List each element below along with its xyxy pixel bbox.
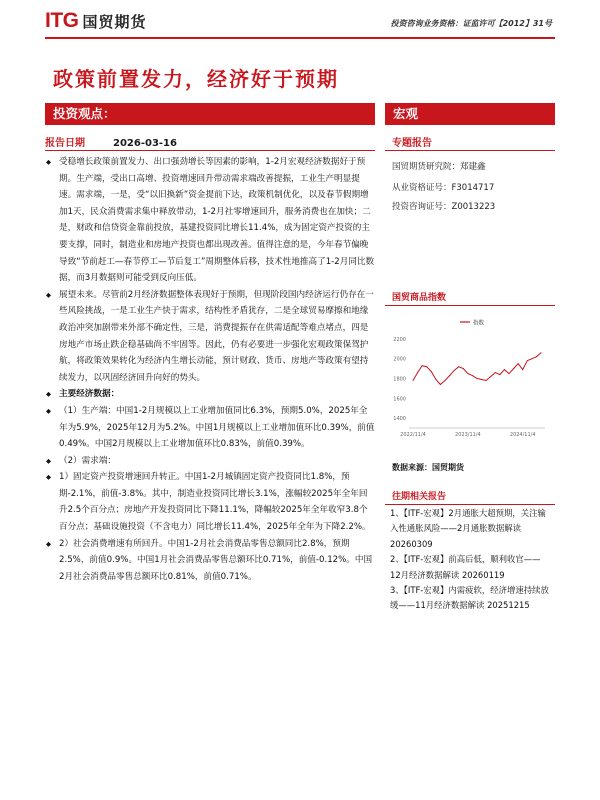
paragraph-consumption: ◆ 2）社会消费增速有所回升。中国1-2月社会消费品零售总额同比2.8%，预期2.5%，前值0.9%。中国1月社会消费品零售总额环比0.71%，前值-0.12%。中国2月社会消费品零售总额环比0.81%，前值0.71%。 (45, 536, 375, 586)
data-point (449, 375, 450, 376)
related-report-item[interactable]: 1、【ITF-宏观】2月通胀大超预期，关注输入性通胀风险——2月通胀数据解读 20260309 (390, 508, 546, 549)
paragraph-demand-heading: ◆ （2）需求端： (45, 453, 375, 470)
qualification-cert: 从业资格证号：F3014717 (392, 183, 495, 193)
data-point (531, 358, 532, 359)
data-point (499, 374, 500, 375)
y-tick-label: 1600 (393, 396, 406, 403)
data-point (440, 384, 441, 385)
data-point (422, 365, 423, 366)
data-point (536, 356, 537, 357)
data-point (522, 369, 523, 370)
y-tick-label: 2000 (393, 356, 406, 363)
related-report-item[interactable]: 2、【ITF-宏观】前高后低，顺利收官——12月经济数据解读 20260119 (390, 554, 541, 580)
data-point (477, 378, 478, 379)
data-point (486, 380, 487, 381)
data-point (490, 376, 491, 377)
paragraph-outlook: ◆ 展望未来。尽管前2月经济数据整体表现好于预期，但现阶段国内经济运行仍存在一些风险挑战，一是工业生产快于需求，结构性矛盾犹存，二是全球贸易摩擦和地缘政治冲突加剧带来外部不确定性，三是，消费提振存在供需适配等难点堵点，四是房地产市场止跌企稳基础尚不牢固等。因此，仍有必要进一步强化宏观政策保驾护航，将政策效果转化为经济内生增长动能，预计财政、货币、房地产等政策有望持续发力，以巩固经济回升向好的势头。 (45, 287, 375, 387)
x-tick-label: 2023/11/4 (455, 432, 481, 438)
logo-itg: ITG (45, 9, 79, 32)
data-point (541, 352, 542, 353)
license-text: 投资咨询业务资格：证监许可【2012】31号 (390, 19, 552, 28)
y-tick-label: 1800 (393, 376, 406, 383)
paragraph-production: ◆ （1）生产端：中国1-2月规模以上工业增加值同比6.3%，预期5.0%，2025年全年为5.9%，2025年12月为5.2%。中国1月规模以上工业增加值环比0.39%，前值0.49%。中国2月规模以上工业增加值环比0.83%，前值0.39%。 (45, 403, 375, 453)
report-date-label: 报告日期 (45, 138, 85, 149)
related-reports-list (390, 506, 550, 614)
data-point (426, 366, 427, 367)
y-axis (393, 337, 406, 422)
series-line-index (413, 353, 541, 385)
data-point (454, 370, 455, 371)
subtitle-divider (385, 150, 555, 151)
data-point (431, 371, 432, 372)
data-point (417, 372, 418, 373)
related-reports-title: 往期相关报告 (392, 492, 447, 502)
data-point (495, 372, 496, 373)
data-point (518, 363, 519, 364)
related-reports-divider (385, 504, 555, 505)
x-axis (400, 432, 535, 438)
chart-section-title: 国贸商品指数 (392, 293, 447, 303)
report-date: 2026-03-16 (113, 138, 177, 149)
x-tick-label: 2024/11/4 (509, 432, 536, 438)
advisory-cert: 投资咨询证号：Z0013223 (392, 202, 496, 212)
report-body (45, 154, 375, 585)
data-point (527, 360, 528, 361)
data-point (513, 368, 514, 369)
data-point (481, 379, 482, 380)
page-title: 政策前置发力，经济好于预期 (53, 67, 339, 91)
analyst-name: 国贸期货研究院：郑建鑫 (392, 162, 486, 172)
company-logo (45, 10, 147, 32)
chart-section-divider (385, 305, 555, 306)
paragraph-summary: ◆ 受稳增长政策前置发力、出口强劲增长等因素的影响，1-2月宏观经济数据好于预期。生产端，受出口高增、投资增速回升带动需求端改善提振，工业生产明显提速。需求端，一是，受“以旧换新”资金提前下达，政策机制优化，以及春节假期增加1天，民众消费需求集中释放带动，1-2月社零增速回升，服务消费也在加快；二是，财政和信贷资金靠前投放，基建投资同比增长11.4%，成为固定资产投资的主要支撑，同时，制造业和房地产投资也都出现改善。值得注意的是，今年春节偏晚导致“节前赶工—春节停工—节后复工”周期整体后移，技术性地推高了1-2月同比数据，而3月数据则可能受到反向压低。 (45, 154, 375, 287)
y-tick-label: 2200 (393, 336, 406, 343)
date-divider (45, 150, 375, 151)
related-report-item[interactable]: 3、【ITF-宏观】内需疲软，经济增速持续放缓——11月经济数据解读 20251215 (390, 585, 549, 611)
category-bar: 宏观 (385, 103, 555, 125)
logo-cn: 国贸期货 (82, 12, 147, 31)
chart-legend (460, 319, 485, 327)
chart-source: 数据来源：国贸期货 (392, 463, 464, 472)
paragraph-main-data-heading: ◆ 主要经济数据： (45, 386, 375, 403)
commodity-index-chart (385, 310, 555, 440)
data-point (463, 368, 464, 369)
data-point (509, 373, 510, 374)
data-point (445, 380, 446, 381)
report-type: 专题报告 (392, 138, 432, 149)
data-point (467, 373, 468, 374)
data-point (472, 375, 473, 376)
data-point (435, 379, 436, 380)
x-tick-label: 2022/11/4 (400, 432, 426, 438)
legend-label: 指数 (473, 320, 485, 327)
header-divider (45, 37, 555, 39)
report-date-row (45, 134, 375, 149)
y-tick-label: 1400 (393, 416, 406, 423)
investment-view-bar: 投资观点： (45, 103, 375, 125)
data-point (458, 366, 459, 367)
data-point (504, 369, 505, 370)
paragraph-investment: ◆ 1）固定资产投资增速回升转正。中国1-2月城镇固定资产投资同比1.8%，预期-2.1%，前值-3.8%。其中，制造业投资同比增长3.1%，涨幅较2025年全年回升2.5个百分点；房地产开发投资同比下降11.1%，降幅较2025年全年收窄3.8个百分点；基础设施投资（不含电力）同比增长11.4%，2025年全年为下降2.2%。 (45, 469, 375, 535)
data-point (413, 380, 414, 381)
